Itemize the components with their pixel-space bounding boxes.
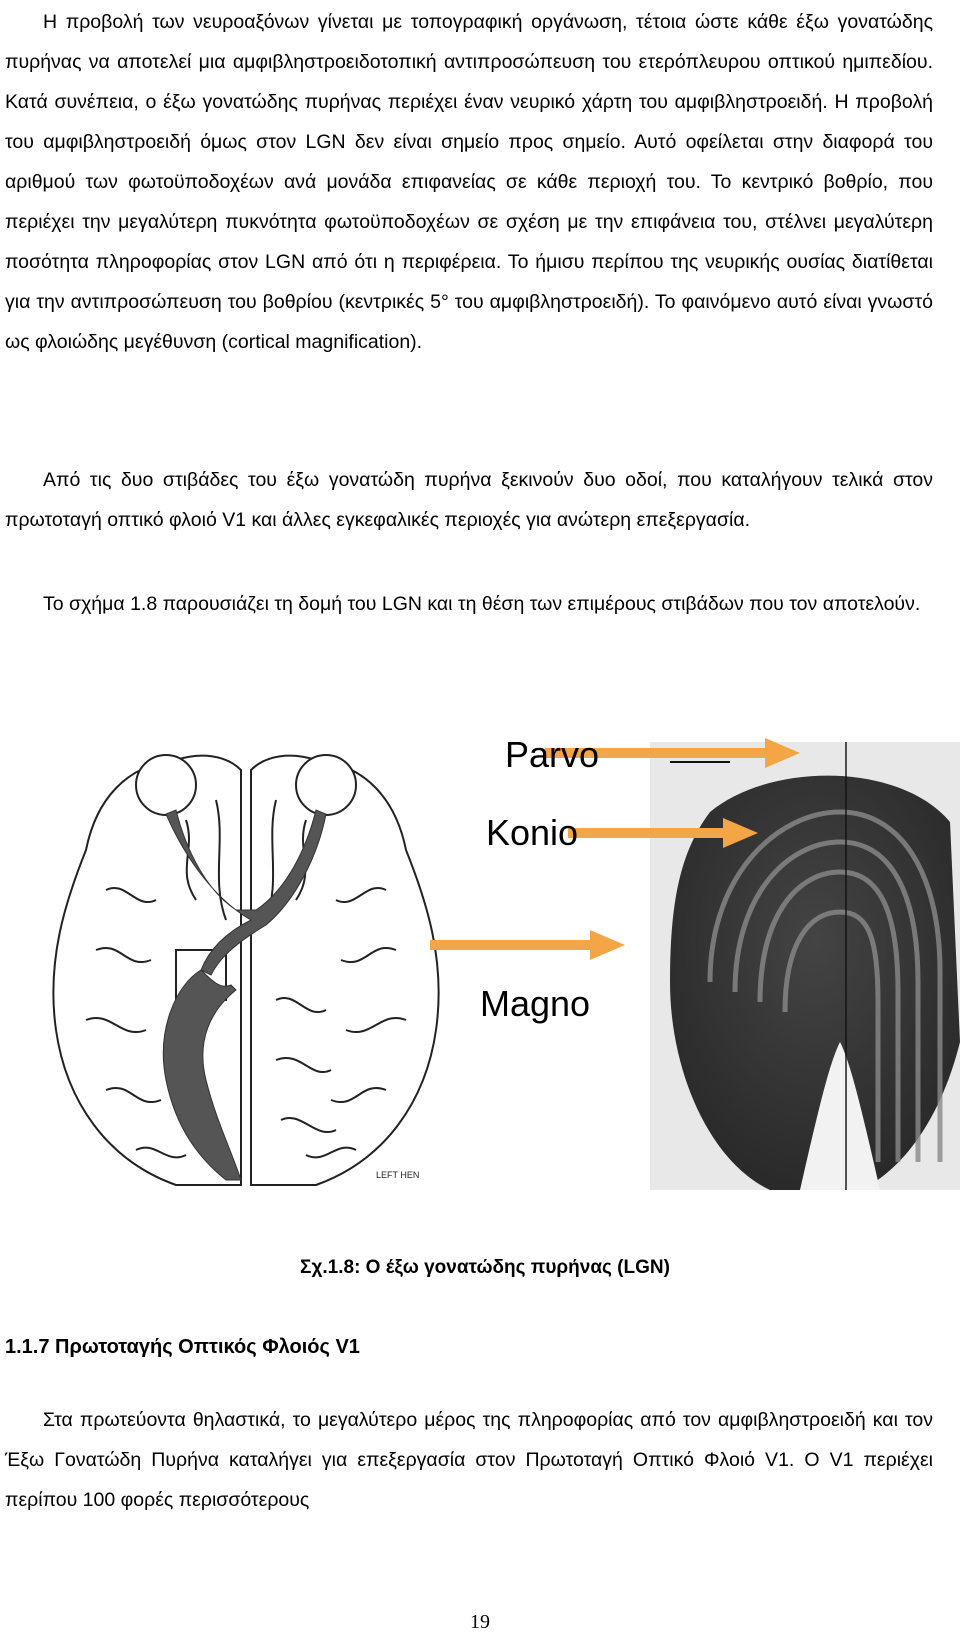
paragraph-two-pathways: Από τις δυο στιβάδες του έξω γονατώδη πυρήνα ξεκινούν δυο οδοί, που καταλήγουν τελικά στον πρωτοταγή οπτικό φλοιό V1 και άλλες εγκεφαλικές περιοχές για ανώτερη επεξεργασία. xyxy=(5,469,933,531)
figure-lgn xyxy=(0,730,960,1190)
paragraph-lgn-projection: Η προβολή των νευροαξόνων γίνεται με τοπογραφική οργάνωση, τέτοια ώστε κάθε έξω γονατώδης πυρήνας να αποτελεί μια αμφιβληστροειδοτοπική αντιπροσώπευση του ετερόπλευρου οπτικού ημιπεδίου. Κατά συνέπεια, ο έξω γονατώδης πυρήνας περιέχει έναν νευρικό χάρτη του αμφιβληστροειδή. Η προβολή του αμφιβληστροειδή όμως στον LGN δεν είναι σημείο προς σημείο. Αυτό οφείλεται στην διαφορά του αριθμού των φωτοϋποδοχέων ανά μονάδα επιφανείας σε κάθε περιοχή του. Το κεντρικό βοθρίο, που περιέχει την μεγαλύτερη πυκνότητα φωτοϋποδοχέων σε σχέση με την επιφάνεια του, στέλνει μεγαλύτερη ποσότητα πληροφορίας στον LGN από ότι η περιφέρεια. Το ήμισυ περίπου της νευρικής ουσίας διατίθεται για την αντιπροσώπευση του βοθρίου (κεντρικές 5° του αμφιβληστροειδή). Το φαινόμενο αυτό είναι γνωστό ως φλοιώδης μεγέθυνση (cortical magnification). xyxy=(5,11,933,353)
figure-caption: Σχ.1.8: Ο έξω γονατώδης πυρήνας (LGN) xyxy=(300,1257,670,1278)
paragraph-v1-intro: Στα πρωτεύοντα θηλαστικά, το μεγαλύτερο μέρος της πληροφορίας από τον αμφιβληστροειδή και τον Έξω Γονατώδη Πυρήνα καταλήγει για επεξεργασία στον Πρωτοταγή Οπτικό Φλοιό V1. Ο V1 περιέχει περίπου 100 φορές περισσότερους xyxy=(5,1409,933,1511)
section-heading: 1.1.7 Πρωτοταγής Οπτικός Φλοιός V1 xyxy=(5,1336,360,1358)
label-konio: Konio xyxy=(486,812,579,853)
arrow-magno xyxy=(430,930,625,960)
paragraph-figure-reference: Το σχήμα 1.8 παρουσιάζει τη δομή του LGN και τη θέση των επιμέρους στιβάδων που τον αποτελούν. xyxy=(43,593,921,615)
brain-small-label: LEFT HEN xyxy=(376,1170,420,1180)
layer-arrows xyxy=(0,730,960,1190)
page-number: 19 xyxy=(470,1611,490,1633)
label-magno: Magno xyxy=(480,983,591,1024)
arrow-konio xyxy=(568,818,758,848)
label-parvo: Parvo xyxy=(505,734,600,775)
